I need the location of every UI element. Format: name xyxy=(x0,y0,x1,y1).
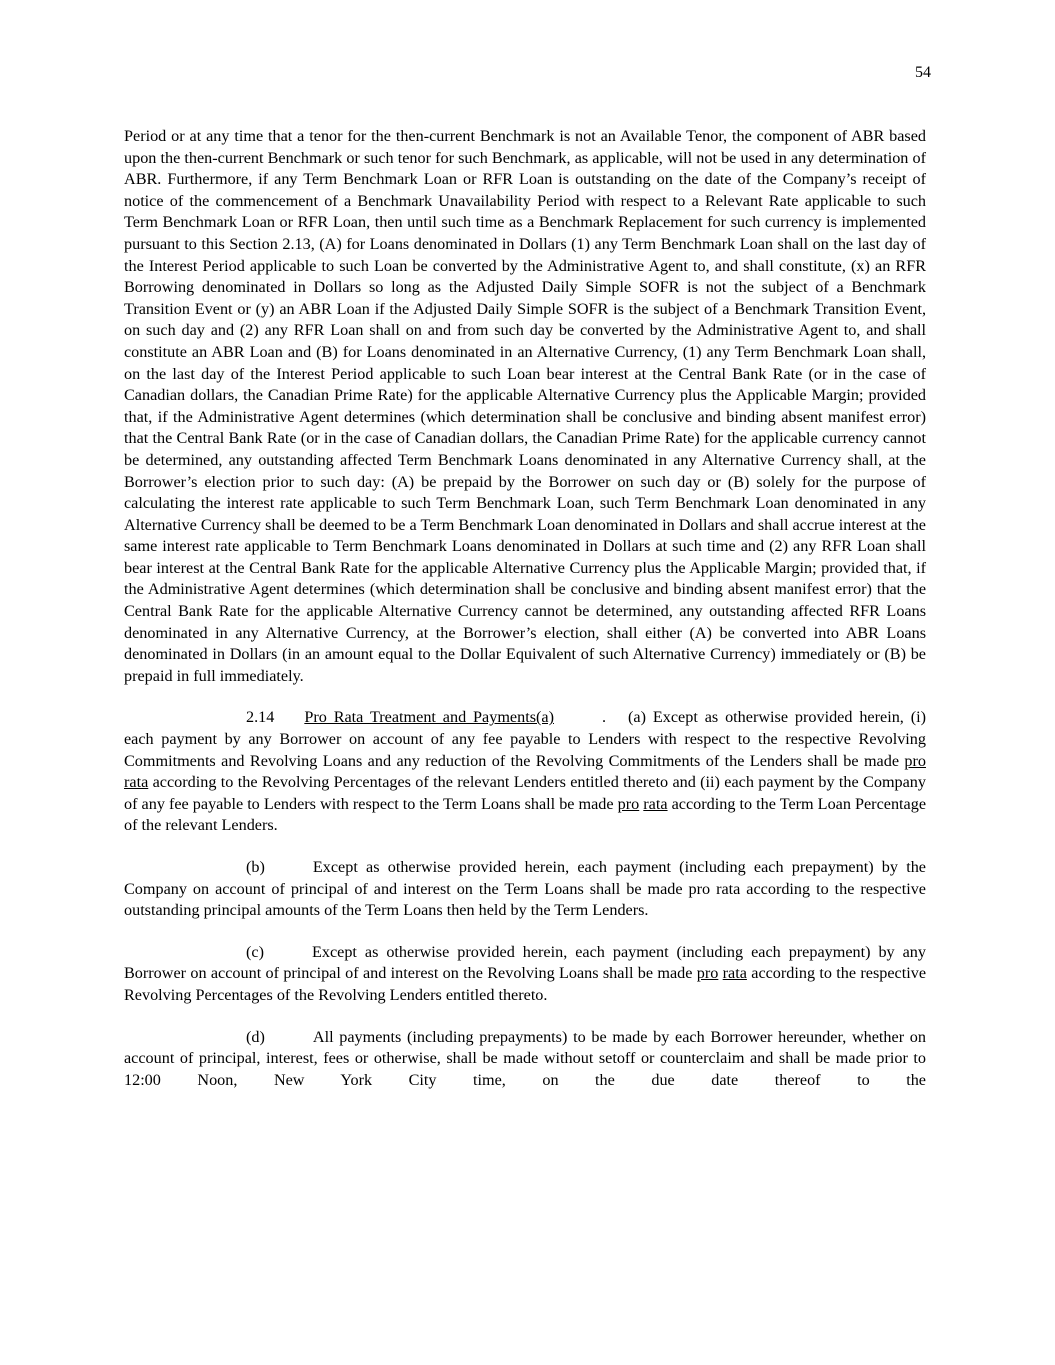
paragraph-c xyxy=(124,942,926,1007)
pro-rata-term: pro xyxy=(696,964,719,983)
pro-rata-term: pro xyxy=(617,794,640,813)
paragraph-c-text: Except as otherwise provided herein, each payment (including each prepayment) by any Borrower on account of principal of and interest on the Revolving Loans shall be made xyxy=(124,942,926,983)
pro-rata-term: pro xyxy=(904,751,926,770)
paragraph-c-label: (c) xyxy=(246,942,264,961)
document-body xyxy=(124,126,926,1091)
pro-rata-term: rata xyxy=(124,773,149,792)
section-dot: . xyxy=(601,708,607,727)
page-number: 54 xyxy=(915,64,931,81)
section-number: 2.14 xyxy=(246,708,275,727)
paragraph-a-mid: according to the Revolving Percentages of the relevant Lenders entitled thereto and (ii) each payment by the Company of any fee payable to Lenders with respect to the Term Loans shall be made xyxy=(124,773,926,813)
pro-rata-term: rata xyxy=(722,964,747,983)
paragraph-benchmark-continuation: Period or at any time that a tenor for the then-current Benchmark is not an Available Tenor, the component of ABR based upon the then-current Benchmark or such tenor for such Benchmark, as applicable, will not be used in any determination of ABR. Furthermore, if any Term Benchmark Loan or RFR Loan is outstanding on the date of the Company’s receipt of notice of the commencement of a Benchmark Unavailability Period with respect to a Relevant Rate applicable to such Term Benchmark Loan or RFR Loan, then until such time as a Benchmark Replacement for such currency is implemented pursuant to this Section 2.13, (A) for Loans denominated in Dollars (1) any Term Benchmark Loan shall on the last day of the Interest Period applicable to such Loan be converted by the Administrative Agent to, and shall constitute, (x) an RFR Borrowing denominated in Dollars so long as the Adjusted Daily Simple SOFR is not the subject of a Benchmark Transition Event or (y) an ABR Loan if the Adjusted Daily Simple SOFR is the subject of a Benchmark Transition Event, on such day and (2) any RFR Loan shall on and from such day be converted by the Administrative Agent to, and shall constitute an ABR Loan and (B) for Loans denominated in an Alternative Currency, (1) any Term Benchmark Loan shall, on the last day of the Interest Period applicable to such Loan bear interest at the Central Bank Rate (or in the case of Canadian dollars, the Canadian Prime Rate) for the applicable Alternative Currency plus the Applicable Margin; provided that, if the Administrative Agent determines (which determination shall be conclusive and binding absent manifest error) that the Central Bank Rate (or in the case of Canadian dollars, the Canadian Prime Rate) for the applicable currency cannot be determined, any outstanding affected Term Benchmark Loans denominated in any Alternative Currency shall, at the Borrower’s election prior to such day: (A) be prepaid by the Borrower on such day or (B) solely for the purpose of calculating the interest rate applicable to such Term Benchmark Loan, such Term Benchmark Loan denominated in any Alternative Currency shall be deemed to be a Term Benchmark Loan denominated in Dollars and shall accrue interest at the same interest rate applicable to Term Benchmark Loans denominated in Dollars at such time and (2) any RFR Loan shall bear interest at the Central Bank Rate for the applicable Alternative Currency plus the Applicable Margin; provided that, if the Administrative Agent determines (which determination shall be conclusive and binding absent manifest error) that the Central Bank Rate for the applicable Alternative Currency cannot be determined, any outstanding affected RFR Loans denominated in any Alternative Currency, at the Borrower’s election, shall either (A) be converted into ABR Loans denominated in Dollars (in an amount equal to the Dollar Equivalent of such Alternative Currency) immediately or (B) be prepaid in full immediately. xyxy=(124,127,926,685)
paragraph-d xyxy=(124,1027,926,1092)
section-2-14-paragraph-a xyxy=(124,707,926,837)
paragraph-b-text: Except as otherwise provided herein, each payment (including each prepayment) by the Company on account of principal of and interest on the Term Loans shall be made pro rata according to the respective outstanding principal amounts of the Term Loans then held by the Term Lenders. xyxy=(124,858,926,920)
paragraph-b xyxy=(124,857,926,922)
paragraph-a-tail: according to the Term Loan Percentage of the relevant Lenders. xyxy=(124,794,926,835)
paragraph-d-text: All payments (including prepayments) to be made by each Borrower hereunder, whether on account of principal, interest, fees or otherwise, shall be made without setoff or counterclaim and shall be made prior to 12:00 Noon, New York City time, on the due date thereof to the xyxy=(124,1027,926,1089)
pro-rata-term: rata xyxy=(643,794,668,813)
paragraph-a-lead: (a) Except as otherwise provided herein, (i) each payment by any Borrower on account of any fee payable to Lenders with respect to the respective Revolving Commitments and Revolving Loans and any reduction of the Revolving Commitments of the Lenders shall be made xyxy=(124,708,927,770)
paragraph-d-label: (d) xyxy=(246,1027,265,1046)
paragraph-c-tail: according to the respective Revolving Percentages of the Revolving Lenders entitled thereto. xyxy=(124,964,927,1004)
paragraph-b-label: (b) xyxy=(246,858,265,876)
section-title: Pro Rata Treatment and Payments(a) xyxy=(304,708,554,727)
